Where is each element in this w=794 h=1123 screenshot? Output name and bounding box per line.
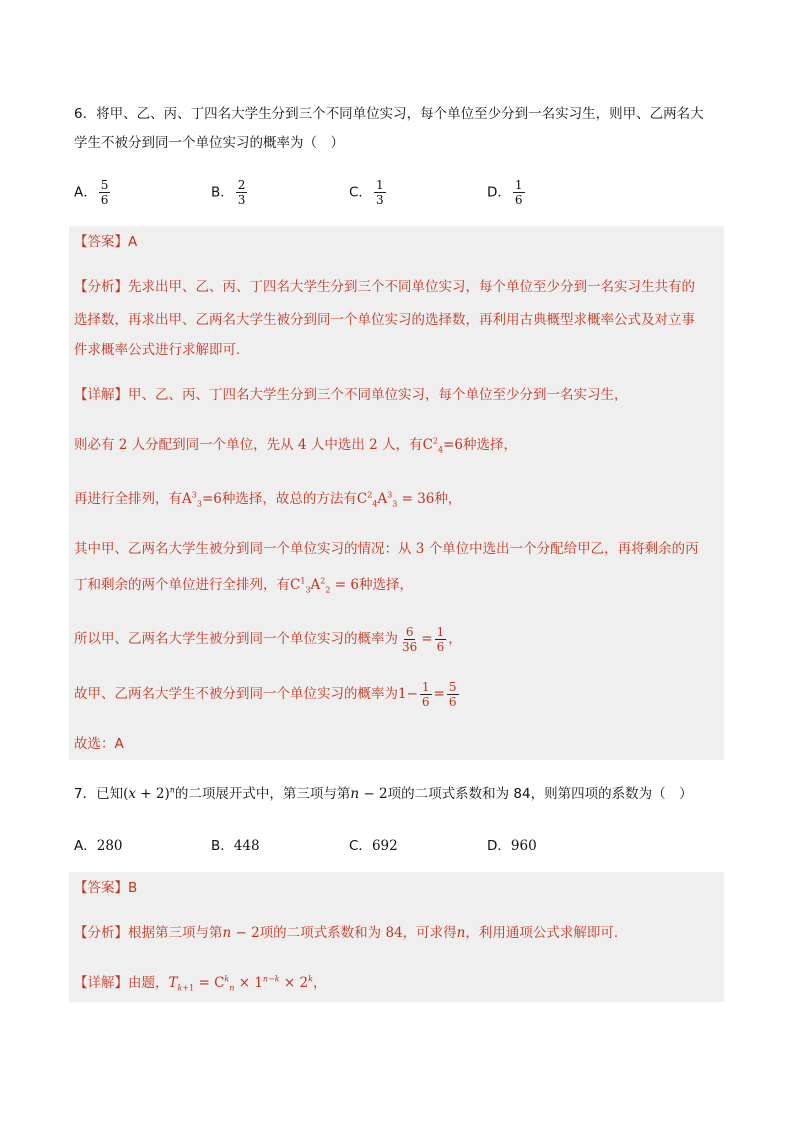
option-label: C． (349, 184, 372, 201)
fraction-5-6: $\frac{5}{6}$ (448, 679, 457, 709)
q7-option-d[interactable]: D．960 (487, 838, 537, 854)
q7-option-c[interactable]: C．692 (349, 838, 398, 854)
q6-detail-line2: 则必有 2 人分配到同一个单位，先从 4 人中选出 2 人，有$C^2_4=6$种选择， (74, 436, 517, 455)
q7-detail: 【详解】由题，$T_{k+1} = C^k_n \times 1^{n-k} \times 2^k$， (74, 974, 327, 993)
q6-analysis-line1: 【分析】先求出甲、乙、丙、丁四名大学生分到三个不同单位实习，每个单位至少分到一名实习生共有的 (74, 279, 695, 295)
option-fraction: $\frac{1}{3}$ (375, 178, 384, 207)
q6-stem-line2: 学生不被分到同一个单位实习的概率为（ ） (74, 135, 344, 151)
q7-stem: 7．已知$(x + 2)^n$的二项展开式中，第三项与第n − 2项的二项式系数和为 84，则第四项的系数为（ ） (74, 785, 693, 802)
q7-analysis: 【分析】根据第三项与第n − 2项的二项式系数和为 84，可求得n，利用通项公式求解即可. (74, 925, 619, 941)
fraction-1-6: $\frac{1}{6}$ (436, 624, 445, 654)
general-term-formula: $T_{k+1} = C^k_n \times 1^{n-k} \times 2^k$ (168, 974, 313, 993)
arrangement-a33: $A^3_3$ (182, 490, 202, 509)
q6-analysis-line3: 件求概率公式进行求解即可. (74, 342, 241, 358)
q6-detail-line7: 故甲、乙两名大学生不被分到同一个单位实习的概率为1− $\frac{1}{6}$ = $\frac{5}{6}$ (74, 679, 457, 709)
option-fraction: $\frac{5}{6}$ (100, 178, 109, 207)
q6-option-b[interactable] (211, 178, 249, 207)
q6-option-c[interactable] (349, 178, 388, 207)
q6-option-a[interactable] (74, 178, 112, 207)
q6-option-d[interactable] (487, 178, 527, 207)
q7-option-b[interactable]: B．448 (211, 838, 260, 854)
combination-c31a22: $C^1_3A^2_2$ (290, 576, 331, 595)
q6-detail-line4: 其中甲、乙两名大学生被分到同一个单位实习的情况：从 3 个单位中选出一个分配给甲乙，再将剩余的丙 (74, 541, 699, 557)
combination-product: $C^2_4A^3_3$ (356, 490, 398, 509)
q6-answer: 【答案】A (74, 234, 138, 250)
option-label: A． (74, 184, 97, 201)
fraction-6-36: $\frac{6}{36}$ (402, 624, 418, 654)
q7-answer: 【答案】B (74, 880, 138, 896)
combination-c42: $C^2_4$ (422, 436, 444, 455)
term-n-minus-2: n − 2 (350, 786, 388, 802)
q6-detail-line1: 【详解】甲、乙、丙、丁四名大学生分到三个不同单位实习，每个单位至少分到一名实习生， (74, 387, 628, 403)
q6-detail-line5: 丁和剩余的两个单位进行全排列，有$C^1_3A^2_2 = 6$种选择， (74, 576, 413, 595)
q6-detail-line6: 所以甲、乙两名大学生被分到同一个单位实习的概率为 $\frac{6}{36}$ = $\frac{1}{6}$ ， (74, 624, 462, 654)
option-fraction: $\frac{1}{6}$ (514, 178, 523, 207)
fraction-1-6: $\frac{1}{6}$ (421, 679, 430, 709)
option-fraction: $\frac{2}{3}$ (237, 178, 246, 207)
q6-analysis-line2: 选择数，再求出甲、乙两名大学生被分到同一个单位实习的选择数，再利用古典概型求概率公式及对立事 (74, 312, 695, 328)
option-label: B． (211, 184, 234, 201)
q6-choose: 故选：A (74, 736, 124, 752)
q6-stem-line1: 6．将甲、乙、丙、丁四名大学生分到三个不同单位实习，每个单位至少分到一名实习生，则甲、乙两名大 (74, 106, 704, 122)
q6-detail-line3: 再进行全排列，有$A^3_3=6$种选择，故总的方法有$C^2_4A^3_3 = 36$种， (74, 490, 462, 509)
option-label: D． (487, 184, 511, 201)
binomial-expression: $(x + 2)^n$ (123, 785, 175, 802)
q7-option-a[interactable]: A．280 (74, 838, 123, 854)
